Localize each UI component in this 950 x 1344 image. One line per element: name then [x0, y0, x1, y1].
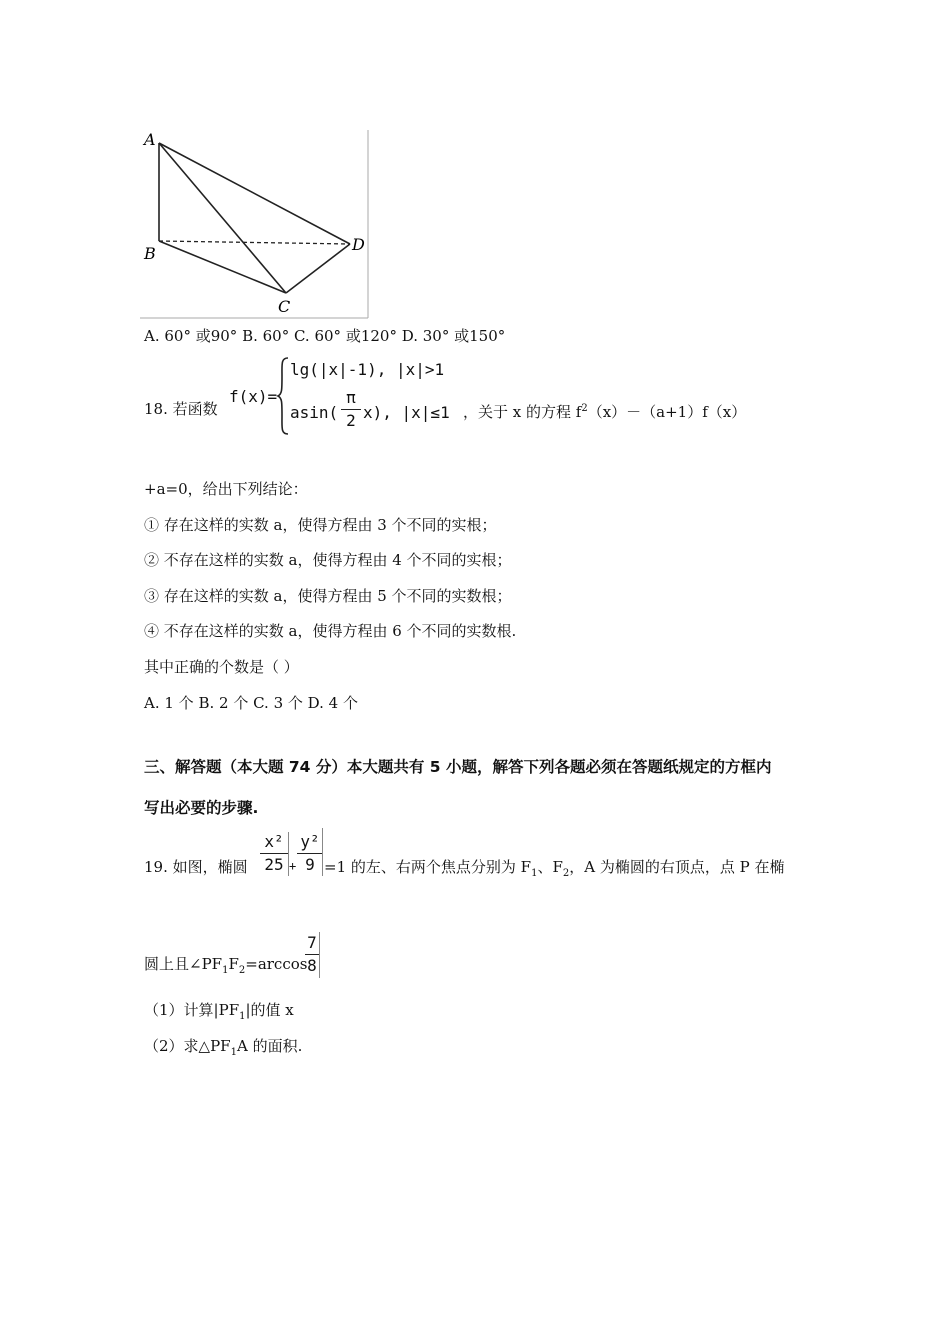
q19-frac3-frame	[319, 932, 320, 978]
q19-part2	[144, 1036, 302, 1063]
q19-frac3-num: 7	[307, 933, 317, 952]
q19-frac2-bar	[297, 853, 323, 854]
q19-plus: +	[289, 859, 297, 873]
q18-prefix: 18. 若函数	[144, 400, 218, 418]
section3-heading-line1: 三、解答题（本大题 74 分）本大题共有 5 小题，解答下列各题必须在答题纸规定的方框内	[144, 758, 772, 776]
label-b: B	[144, 244, 156, 263]
q19-line2-b: F	[228, 955, 239, 973]
q19-frac3-den: 8	[307, 956, 317, 975]
q19-line2	[144, 954, 307, 981]
q18-case1: lg(|x|-1), |x|>1	[290, 360, 445, 379]
q17-options: A. 60° 或90° B. 60° C. 60° 或120° D. 30° 或150°	[144, 327, 506, 345]
q19-eq-b: 、F	[537, 858, 563, 876]
q19-eq-a: =1 的左、右两个焦点分别为 F	[324, 858, 532, 876]
q19-part1	[144, 1000, 294, 1027]
piecewise-brace	[276, 356, 290, 436]
q18-case2-frac	[341, 388, 361, 431]
q19-eq-sub1: 1	[531, 868, 538, 879]
q18-case2-b: x), |x|≤1	[363, 403, 450, 422]
q19-part1-b: |的值 x	[245, 1001, 294, 1019]
q18-two: 2	[346, 411, 356, 430]
q19-line2-c: =arccos	[245, 955, 308, 973]
q19-frac1-bar	[260, 853, 288, 854]
q18-suffix-sup: 2	[581, 403, 588, 414]
q19-part1-a: （1）计算|PF	[144, 1001, 240, 1019]
q18-question: 其中正确的个数是（ ）	[144, 658, 299, 676]
q19-frac2-den: 9	[305, 855, 315, 874]
q19-frac1-den: 25	[264, 855, 284, 874]
q19-frac1	[260, 832, 288, 875]
q18-suffix-text: ，关于 x 的方程 f	[463, 403, 582, 421]
q18-case2-a: asin(	[290, 403, 339, 422]
q18-pi: π	[346, 388, 356, 407]
q19-prefix: 19. 如图，椭圆	[144, 858, 248, 876]
label-d: D	[352, 235, 365, 254]
q18-item-2: ② 不存在这样的实数 a，使得方程由 4 个不同的实根；	[144, 551, 512, 569]
q19-part2-a: （2）求△PF	[144, 1037, 231, 1055]
q18-item-1: ① 存在这样的实数 a，使得方程由 3 个不同的实根；	[144, 516, 497, 534]
q18-options: A. 1 个 B. 2 个 C. 3 个 D. 4 个	[144, 694, 358, 712]
q19-part1-sub: 1	[239, 1011, 246, 1022]
q19-frac2	[297, 832, 323, 875]
q19-frac1-num: x²	[264, 832, 284, 851]
q19-part2-b: A 的面积.	[236, 1037, 303, 1055]
q18-item-4: ④ 不存在这样的实数 a，使得方程由 6 个不同的实数根.	[144, 622, 517, 640]
q19-equation-text	[324, 857, 784, 884]
q18-suffix	[463, 399, 746, 422]
tetrahedron-figure	[140, 128, 372, 320]
q19-eq-c: ，A 为椭圆的右顶点，点 P 在椭	[569, 858, 785, 876]
q19-eq-sub2: 2	[562, 868, 570, 879]
q18-suffix-end: （x）－（a+1）f（x）	[587, 403, 747, 421]
q19-line2-sub2: 2	[238, 965, 246, 976]
q19-frac2-frame	[322, 828, 323, 876]
q19-frac2-num: y²	[300, 832, 320, 851]
q18-continuation: +a=0，给出下列结论：	[144, 480, 308, 498]
label-a: A	[144, 130, 156, 149]
q19-part2-sub: 1	[230, 1047, 237, 1058]
section3-heading-line2: 写出必要的步骤.	[144, 799, 259, 817]
edge-bd-dashed	[159, 241, 350, 244]
q19-frac3	[305, 933, 319, 976]
q18-item-3: ③ 存在这样的实数 a，使得方程由 5 个不同的实数根；	[144, 587, 512, 605]
q18-frac-bar	[341, 409, 361, 410]
edge-bc	[159, 241, 286, 293]
q18-fx: f(x)=	[229, 387, 278, 406]
q19-line2-sub1: 1	[222, 965, 229, 976]
edge-cd	[286, 244, 350, 293]
q19-line2-a: 圆上且∠PF	[144, 955, 223, 973]
label-c: C	[278, 297, 291, 316]
q19-frac3-bar	[305, 954, 319, 955]
edge-ad	[159, 143, 350, 244]
edge-ac	[159, 143, 286, 293]
